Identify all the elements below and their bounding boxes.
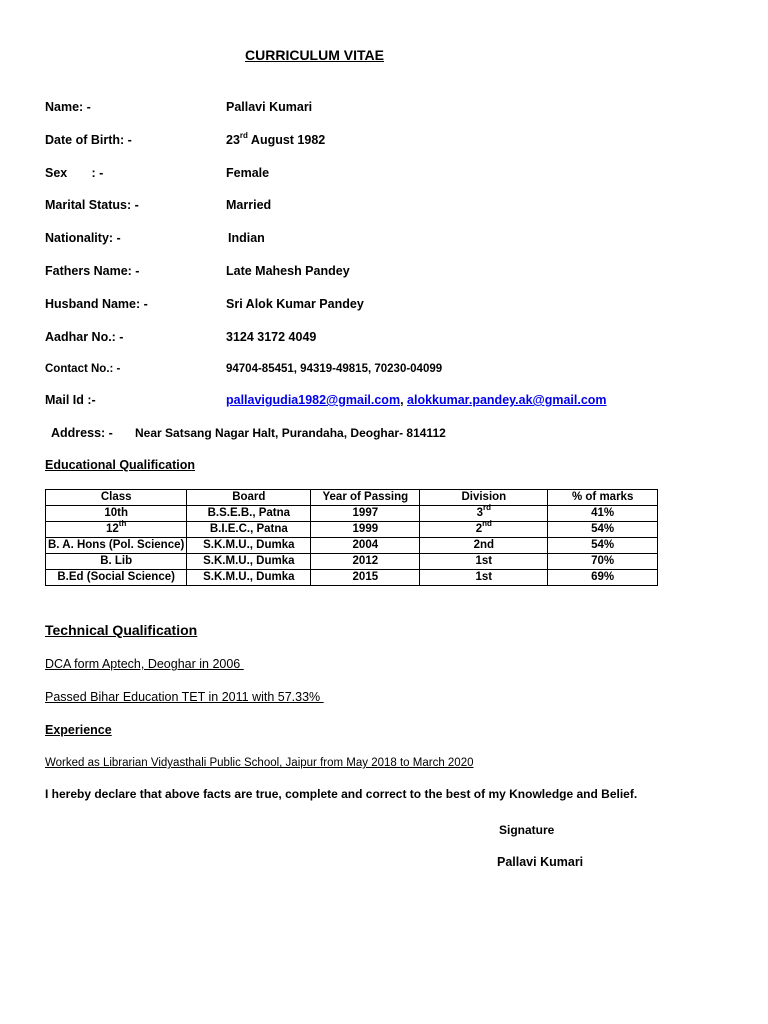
nationality-value: Indian [228, 231, 265, 245]
contact-value: 94704-85451, 94319-49815, 70230-04099 [226, 363, 443, 375]
sex-label: Sex : - [45, 166, 104, 180]
col-header-marks: % of marks [548, 490, 658, 506]
cell-marks: 54% [548, 522, 658, 538]
table-row [46, 506, 658, 522]
cell-year: 2004 [311, 538, 420, 554]
technical-item-1: DCA form Aptech, Deoghar in 2006 [45, 657, 244, 671]
cell-division: 2nd [420, 522, 548, 538]
dob-value: 23rd August 1982 [226, 130, 326, 147]
technical-item-2: Passed Bihar Education TET in 2011 with 57.33% [45, 690, 324, 704]
email-link-2[interactable]: alokkumar.pandey.ak@gmail.com [407, 393, 607, 407]
experience-heading: Experience [45, 723, 112, 737]
cell-division: 1st [420, 554, 548, 570]
dob-label: Date of Birth: - [45, 133, 132, 147]
col-header-class: Class [46, 490, 187, 506]
cell-marks: 54% [548, 538, 658, 554]
table-row [46, 554, 658, 570]
experience-text: Worked as Librarian Vidyasthali Public School, Jaipur from May 2018 to March 2020 [45, 757, 474, 769]
mail-label: Mail Id :- [45, 393, 96, 407]
cell-class: B. Lib [46, 554, 187, 570]
cell-year: 2015 [311, 570, 420, 586]
address-label: Address: - [51, 426, 113, 440]
marital-value: Married [226, 198, 272, 212]
education-heading: Educational Qualification [45, 458, 196, 472]
husband-label: Husband Name: - [45, 297, 148, 311]
cell-board: S.K.M.U., Dumka [187, 554, 311, 570]
name-value: Pallavi Kumari [226, 100, 313, 114]
cell-class: 12th [46, 522, 187, 538]
email-link-1[interactable]: pallavigudia1982@gmail.com [226, 393, 401, 407]
declaration-text: I hereby declare that above facts are true, complete and correct to the best of my Knowledge and Belief. [45, 787, 638, 801]
address-value: Near Satsang Nagar Halt, Purandaha, Deoghar- 814112 [135, 426, 446, 440]
name-label: Name: - [45, 100, 91, 114]
signature-label: Signature [499, 823, 555, 837]
cell-marks: 41% [548, 506, 658, 522]
cell-marks: 69% [548, 570, 658, 586]
marital-label: Marital Status: - [45, 198, 139, 212]
cell-division: 2nd [420, 538, 548, 554]
cell-year: 2012 [311, 554, 420, 570]
cell-division: 3rd [420, 506, 548, 522]
nationality-label: Nationality: - [45, 231, 121, 245]
col-header-division: Division [420, 490, 548, 506]
technical-heading: Technical Qualification [45, 622, 198, 638]
cell-board: B.I.E.C., Patna [187, 522, 311, 538]
husband-value: Sri Alok Kumar Pandey [226, 297, 364, 311]
cell-class: 10th [46, 506, 187, 522]
document-title: CURRICULUM VITAE [245, 47, 384, 63]
cell-year: 1999 [311, 522, 420, 538]
sex-value: Female [226, 166, 270, 180]
col-header-year: Year of Passing [311, 490, 420, 506]
table-row [46, 522, 658, 538]
contact-label: Contact No.: - [45, 363, 121, 375]
father-value: Late Mahesh Pandey [226, 264, 350, 278]
table-row [46, 538, 658, 554]
cell-board: S.K.M.U., Dumka [187, 538, 311, 554]
signature-name: Pallavi Kumari [497, 855, 584, 869]
father-label: Fathers Name: - [45, 264, 140, 278]
cell-division: 1st [420, 570, 548, 586]
cell-marks: 70% [548, 554, 658, 570]
cell-board: B.S.E.B., Patna [187, 506, 311, 522]
cell-class: B.Ed (Social Science) [46, 570, 187, 586]
cell-class: B. A. Hons (Pol. Science) [46, 538, 187, 554]
col-header-board: Board [187, 490, 311, 506]
aadhar-value: 3124 3172 4049 [226, 330, 317, 344]
education-table [45, 489, 658, 586]
mail-value: pallavigudia1982@gmail.com, alokkumar.pandey.ak@gmail.com [226, 393, 607, 407]
table-row [46, 570, 658, 586]
cell-board: S.K.M.U., Dumka [187, 570, 311, 586]
cell-year: 1997 [311, 506, 420, 522]
aadhar-label: Aadhar No.: - [45, 330, 124, 344]
table-header-row [46, 490, 658, 506]
